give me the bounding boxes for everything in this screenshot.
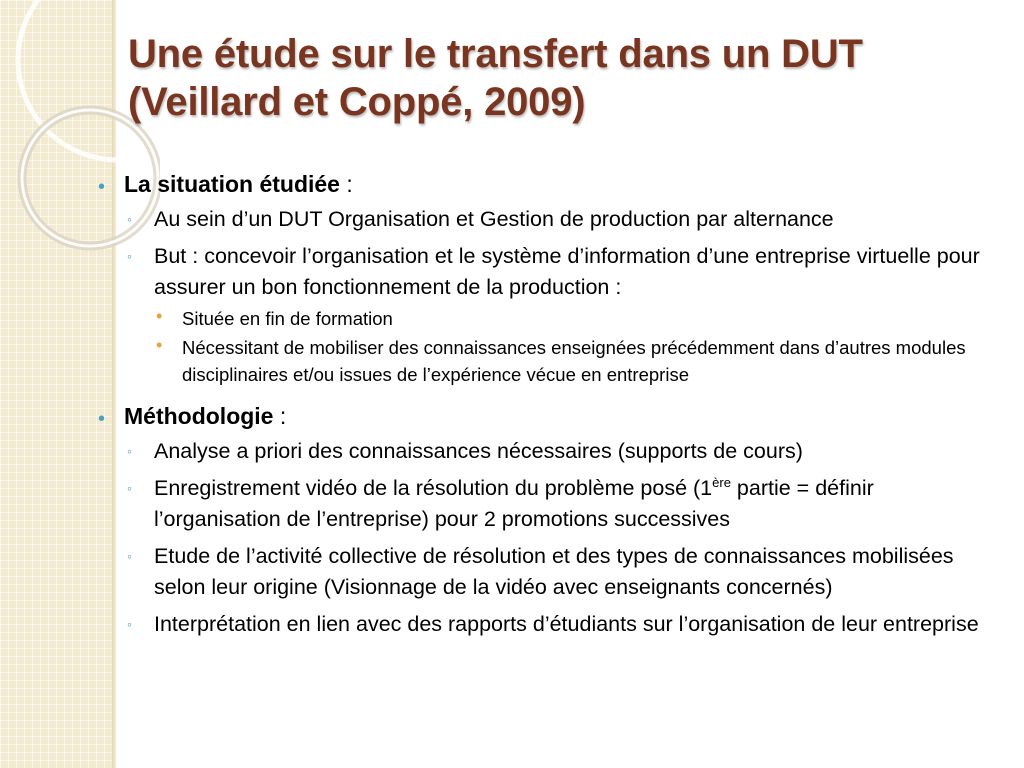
slide-title: Une étude sur le transfert dans un DUT (Veillard et Coppé, 2009) xyxy=(128,32,863,124)
bullet-ring: ◦ xyxy=(127,248,132,264)
list-item-text-after: partie = définir l’organisation de l’entreprise) pour 2 promotions successives xyxy=(154,476,874,531)
sub-list-item-text: Nécessitant de mobiliser des connaissances enseignées précédemment dans d’autres modules disciplinaires et/ou issues de l’expérience vécue en entreprise xyxy=(182,337,966,385)
bullet-ring: ◦ xyxy=(127,548,132,564)
bullet-dot: • xyxy=(98,176,106,198)
section-heading: La situation étudiée xyxy=(124,171,340,197)
section-heading-suffix: : xyxy=(339,171,353,197)
list-item xyxy=(96,436,996,467)
section-heading: Méthodologie xyxy=(124,403,274,429)
section-heading-suffix: : xyxy=(273,403,287,429)
section-methodologie xyxy=(96,402,996,430)
section-situation xyxy=(96,170,996,198)
sub-list-item xyxy=(96,334,996,388)
superscript: ère xyxy=(712,474,731,490)
bullet-ring: ◦ xyxy=(127,480,132,496)
list-item xyxy=(96,241,996,303)
sub-list-item xyxy=(96,305,996,332)
list-item-text: But : concevoir l’organisation et le système d’information d’une entreprise virtuelle pour assurer un bon fonctionnement de la production : xyxy=(154,244,980,299)
bullet-small-dot: • xyxy=(156,306,163,326)
bullet-ring: ◦ xyxy=(127,211,132,227)
list-item-text: Analyse a priori des connaissances nécessaires (supports de cours) xyxy=(154,439,803,463)
bullet-ring: ◦ xyxy=(127,443,132,459)
list-item-text: Interprétation en lien avec des rapports d’étudiants sur l’organisation de leur entreprise xyxy=(154,612,979,636)
bullet-small-dot: • xyxy=(156,335,163,355)
list-item-text: Etude de l’activité collective de résolution et des types de connaissances mobilisées selon leur origine (Visionnage de la vidéo avec enseignants concernés) xyxy=(154,544,954,599)
slide-content xyxy=(96,162,996,640)
list-item xyxy=(96,609,996,640)
list-item-text: Au sein d’un DUT Organisation et Gestion de production par alternance xyxy=(154,207,834,231)
list-item xyxy=(96,473,996,535)
sub-list-item-text: Située en fin de formation xyxy=(182,308,393,329)
list-item xyxy=(96,204,996,235)
bullet-dot: • xyxy=(98,408,106,430)
list-item xyxy=(96,541,996,603)
list-item-text-before: Enregistrement vidéo de la résolution du problème posé (1 xyxy=(154,476,713,500)
bullet-ring: ◦ xyxy=(127,616,132,632)
